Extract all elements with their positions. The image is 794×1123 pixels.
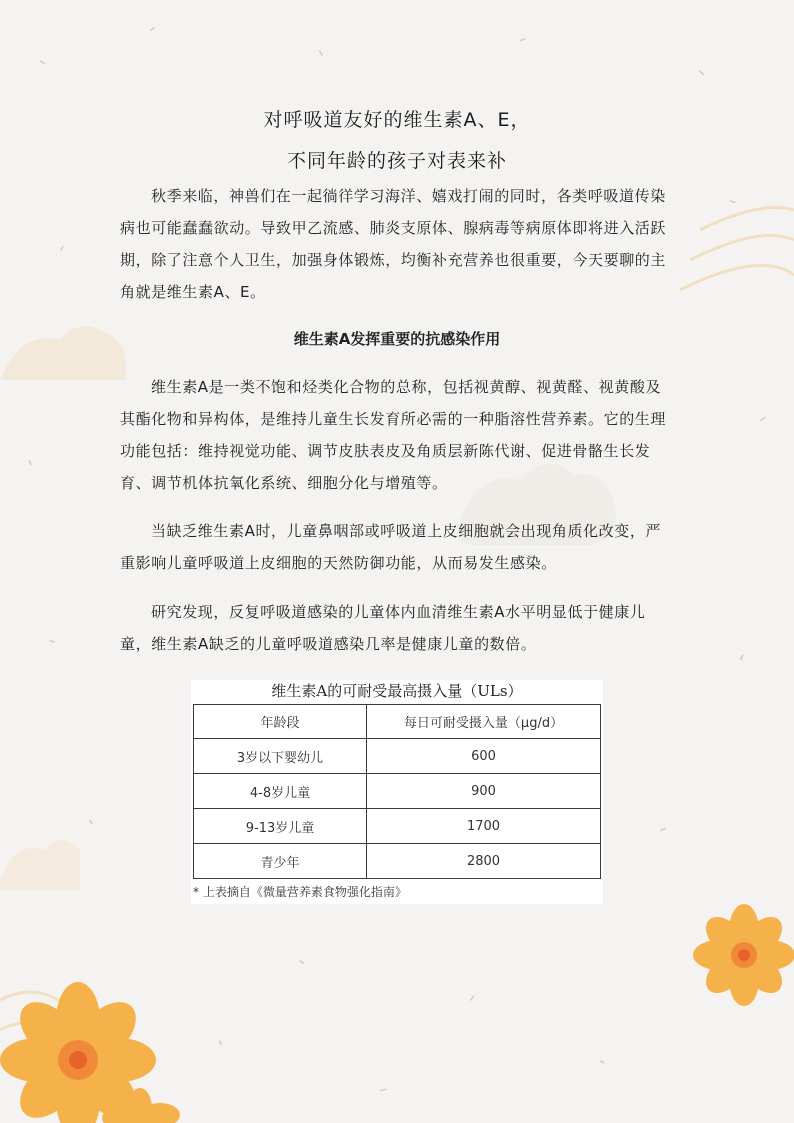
section-heading: 维生素A发挥重要的抗感染作用	[293, 330, 501, 348]
table-header-row	[194, 705, 601, 739]
intake-cell: 900	[367, 774, 601, 809]
table-row	[194, 844, 601, 879]
vitamin-a-ul-table	[193, 704, 601, 879]
table-title: 维生素A的可耐受最高摄入量（ULs）	[271, 682, 523, 700]
table-row	[194, 774, 601, 809]
age-cell: 9-13岁儿童	[194, 809, 367, 844]
intake-cell: 600	[367, 739, 601, 774]
table-row	[194, 809, 601, 844]
age-cell: 青少年	[194, 844, 367, 879]
intake-cell: 2800	[367, 844, 601, 879]
article-title-line1: 对呼吸道友好的维生素A、E，	[263, 109, 531, 131]
intro-paragraph: 秋季来临，神兽们在一起徜徉学习海洋、嬉戏打闹的同时，各类呼吸道传染病也可能蠢蠢欲动。导致甲乙流感、肺炎支原体、腺病毒等病原体即将进入活跃期，除了注意个人卫生，加强身体锻炼，均衡补充营养也很重要，今天要聊的主角就是维生素A、E。	[120, 187, 667, 301]
header-age-group: 年龄段	[194, 705, 367, 739]
header-daily-intake: 每日可耐受摄入量（μg/d）	[367, 705, 601, 739]
vitamin-a-ul-table-image	[191, 680, 603, 904]
article-title-line2: 不同年龄的孩子对表来补	[286, 150, 507, 172]
intake-cell: 1700	[367, 809, 601, 844]
table-row	[194, 739, 601, 774]
age-cell: 3岁以下婴幼儿	[194, 739, 367, 774]
paragraph-vitamin-a-deficiency: 当缺乏维生素A时，儿童鼻咽部或呼吸道上皮细胞就会出现角质化改变，严重影响儿童呼吸道上皮细胞的天然防御功能，从而易发生感染。	[120, 522, 662, 572]
table-source-note: * 上表摘自《微量营养素食物强化指南》	[193, 885, 407, 899]
paragraph-vitamin-a-definition: 维生素A是一类不饱和烃类化合物的总称，包括视黄醇、视黄醛、视黄酸及其酯化物和异构体，是维持儿童生长发育所必需的一种脂溶性营养素。它的生理功能包括：维持视觉功能、调节皮肤表皮及角质层新陈代谢、促进骨骼生长发育、调节机体抗氧化系统、细胞分化与增殖等。	[120, 378, 667, 492]
age-cell: 4-8岁儿童	[194, 774, 367, 809]
paragraph-research-finding: 研究发现，反复呼吸道感染的儿童体内血清维生素A水平明显低于健康儿童，维生素A缺乏的儿童呼吸道感染几率是健康儿童的数倍。	[120, 603, 646, 653]
